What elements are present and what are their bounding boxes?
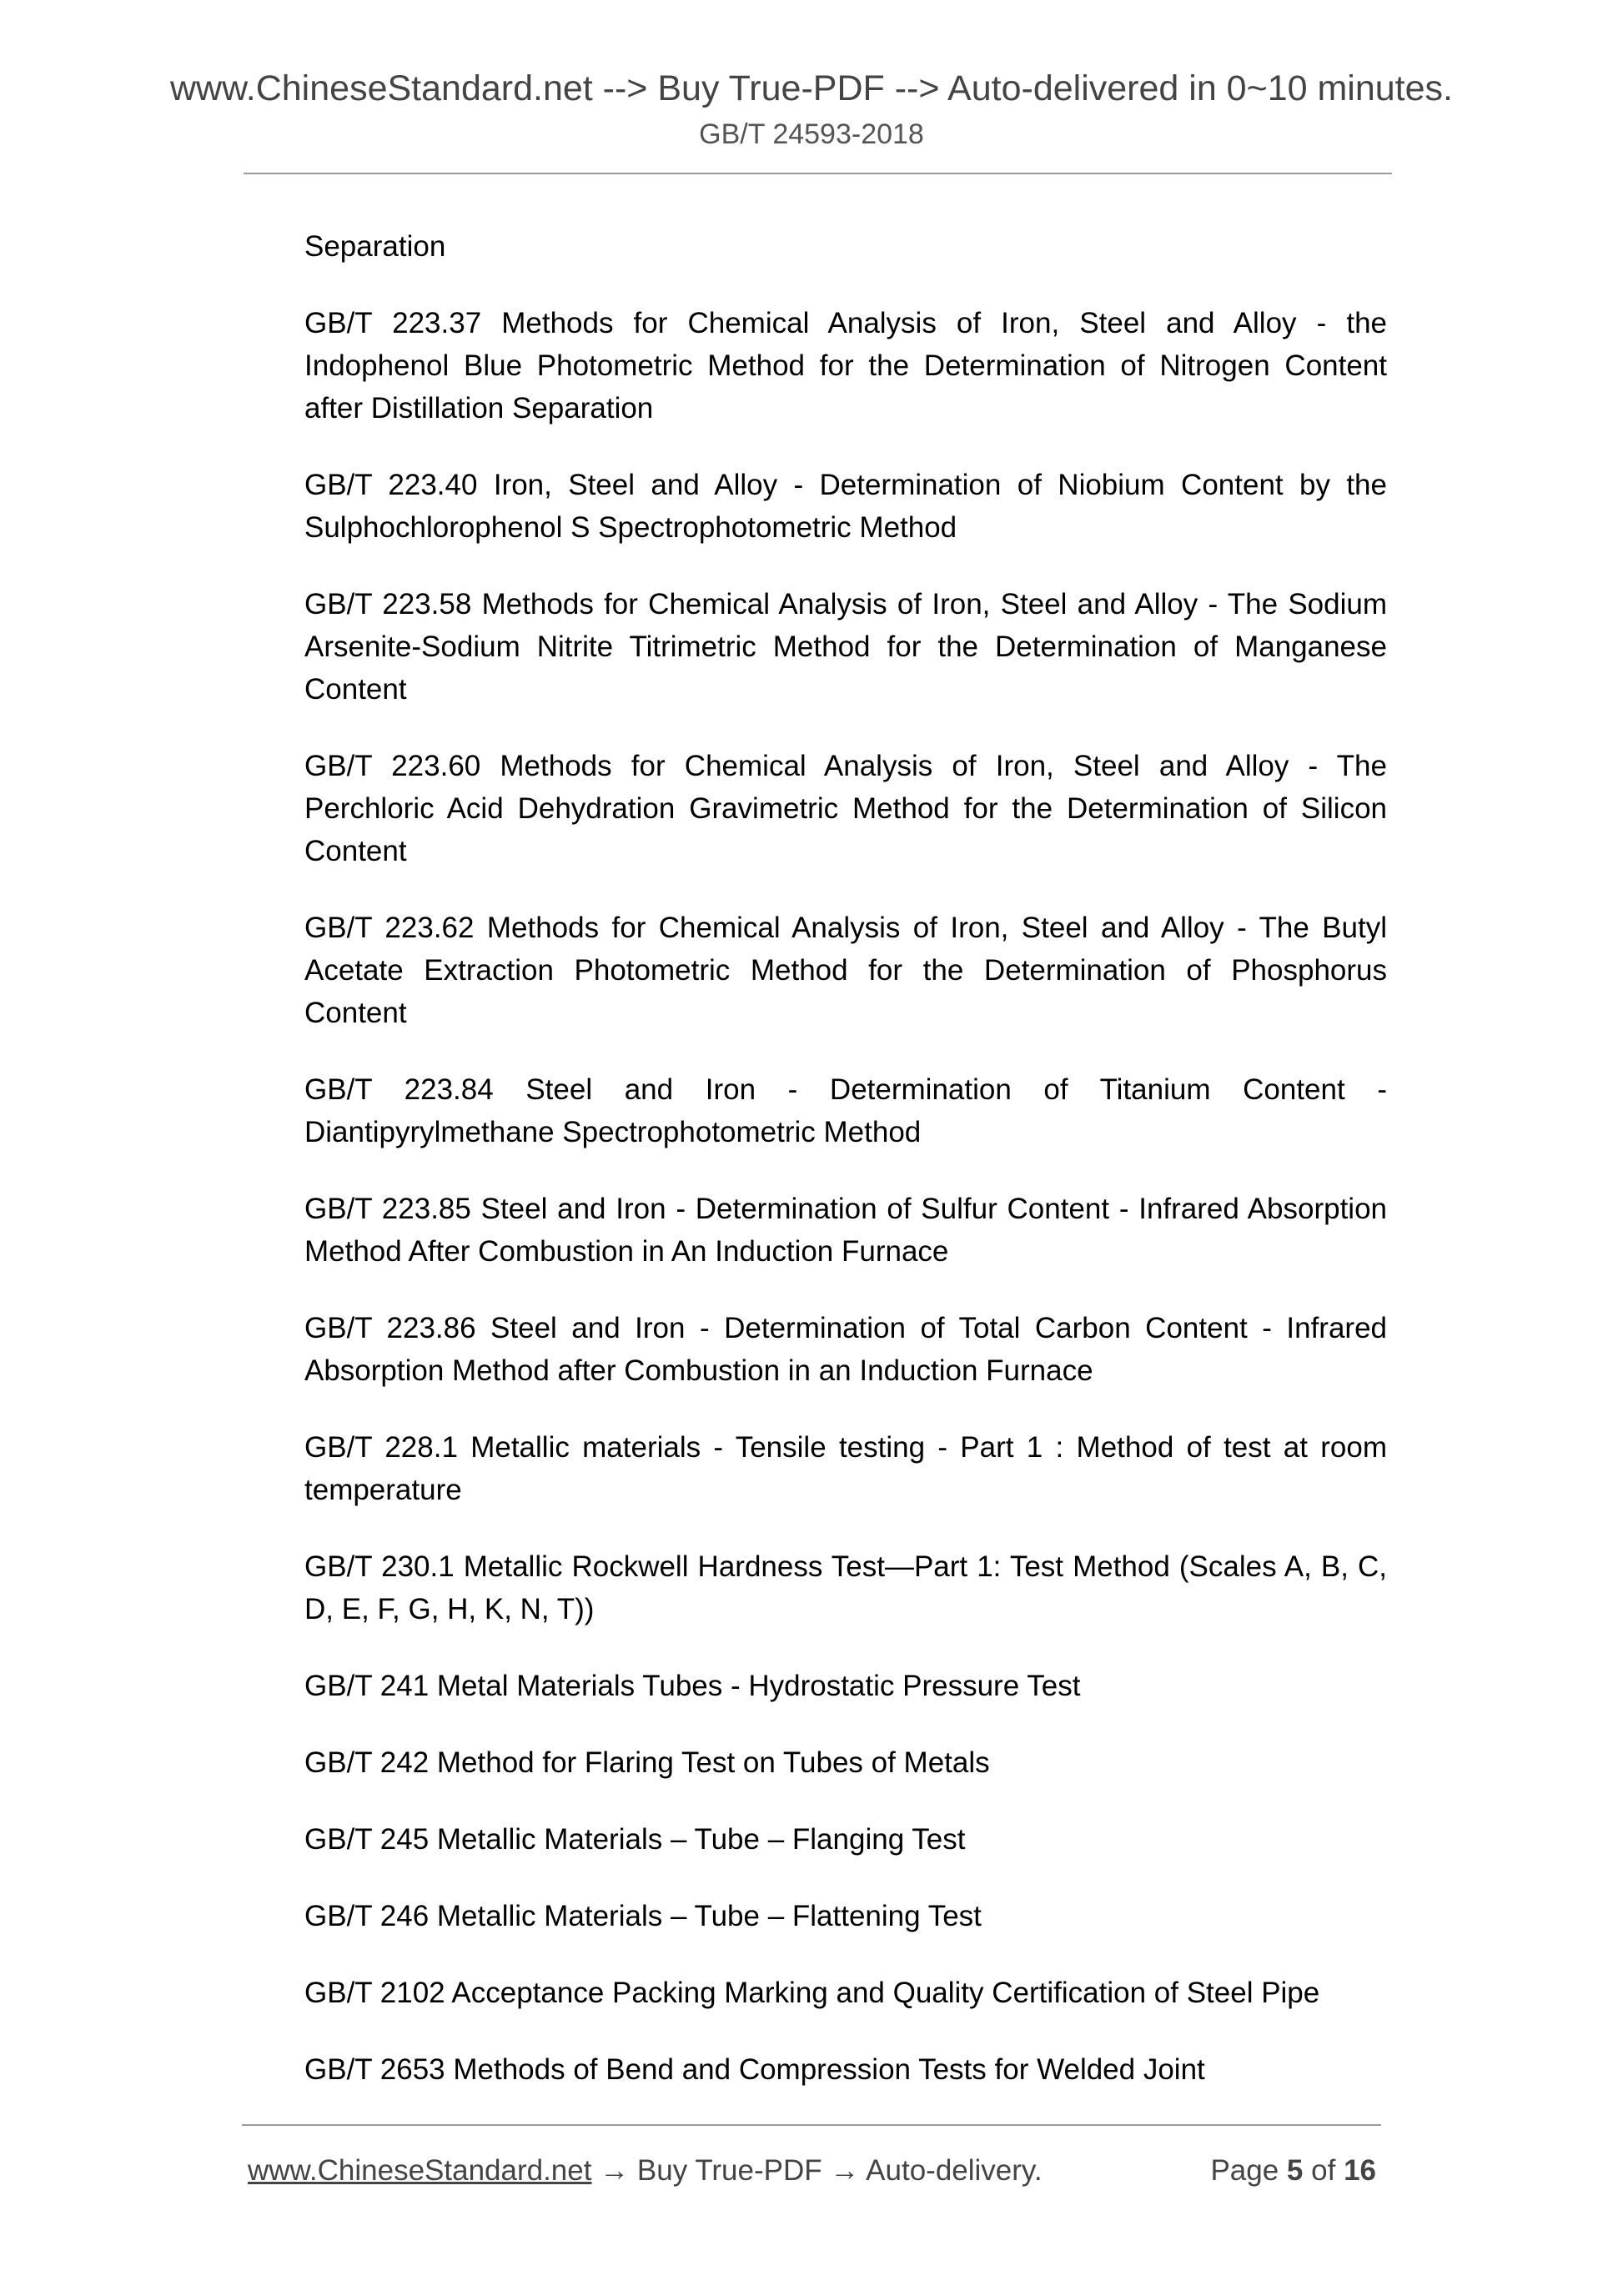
footer-left [248, 2152, 1043, 2190]
reference-item: GB/T 230.1 Metallic Rockwell Hardness Test—Part 1: Test Method (Scales A, B, C, D, E, F, G, H, K, N, T)) [304, 1550, 1387, 1625]
reference-item: GB/T 241 Metal Materials Tubes - Hydrostatic Pressure Test [304, 1670, 1081, 1702]
footer-tagline: → Buy True-PDF → Auto-delivery. [591, 2154, 1043, 2187]
reference-item: GB/T 223.85 Steel and Iron - Determination of Sulfur Content - Infrared Absorption Method After Combustion in An Induction Furnace [304, 1193, 1387, 1268]
header-title: www.ChineseStandard.net --> Buy True-PDF --> Auto-delivered in 0~10 minutes. [169, 68, 1453, 108]
reference-item: GB/T 223.37 Methods for Chemical Analysis of Iron, Steel and Alloy - the Indophenol Blue Photometric Method for the Determination of Nitrogen Content after Distillation Separation [304, 307, 1387, 425]
standard-number: GB/T 24593-2018 [699, 118, 924, 150]
page-label: Page [1210, 2154, 1279, 2187]
document-body [304, 225, 1387, 2125]
footer [248, 2152, 1376, 2190]
reference-item: GB/T 223.86 Steel and Iron - Determination of Total Carbon Content - Infrared Absorption Method after Combustion in an Induction Furnace [304, 1312, 1387, 1387]
reference-item: GB/T 223.60 Methods for Chemical Analysis of Iron, Steel and Alloy - The Perchloric Acid Dehydration Gravimetric Method for the Determination of Silicon Content [304, 750, 1387, 867]
page-number: 5 [1286, 2154, 1304, 2187]
reference-item: GB/T 2653 Methods of Bend and Compression Tests for Welded Joint [304, 2053, 1205, 2086]
header-divider [244, 173, 1392, 174]
reference-item: GB/T 246 Metallic Materials – Tube – Flattening Test [304, 1900, 982, 1932]
paragraph: Separation [304, 230, 446, 263]
reference-item: GB/T 223.40 Iron, Steel and Alloy - Determination of Niobium Content by the Sulphochlorophenol S Spectrophotometric Method [304, 469, 1387, 544]
footer-site-link[interactable]: www.ChineseStandard.net [248, 2154, 592, 2187]
footer-divider [242, 2124, 1381, 2126]
reference-item: GB/T 242 Method for Flaring Test on Tubes of Metals [304, 1746, 990, 1779]
of-label: of [1311, 2154, 1336, 2187]
page-total: 16 [1344, 2154, 1376, 2187]
reference-item: GB/T 2102 Acceptance Packing Marking and Quality Certification of Steel Pipe [304, 1977, 1320, 2009]
reference-item: GB/T 245 Metallic Materials – Tube – Flanging Test [304, 1823, 966, 1856]
reference-item: GB/T 223.84 Steel and Iron - Determination of Titanium Content - Diantipyrylmethane Spectrophotometric Method [304, 1073, 1387, 1148]
page-indicator [1210, 2152, 1376, 2190]
reference-item: GB/T 228.1 Metallic materials - Tensile testing - Part 1 : Method of test at room temperature [304, 1431, 1387, 1506]
reference-item: GB/T 223.58 Methods for Chemical Analysis of Iron, Steel and Alloy - The Sodium Arsenite-Sodium Nitrite Titrimetric Method for the Determination of Manganese Content [304, 588, 1387, 706]
reference-item: GB/T 223.62 Methods for Chemical Analysis of Iron, Steel and Alloy - The Butyl Acetate Extraction Photometric Method for the Determination of Phosphorus Content [304, 912, 1387, 1029]
